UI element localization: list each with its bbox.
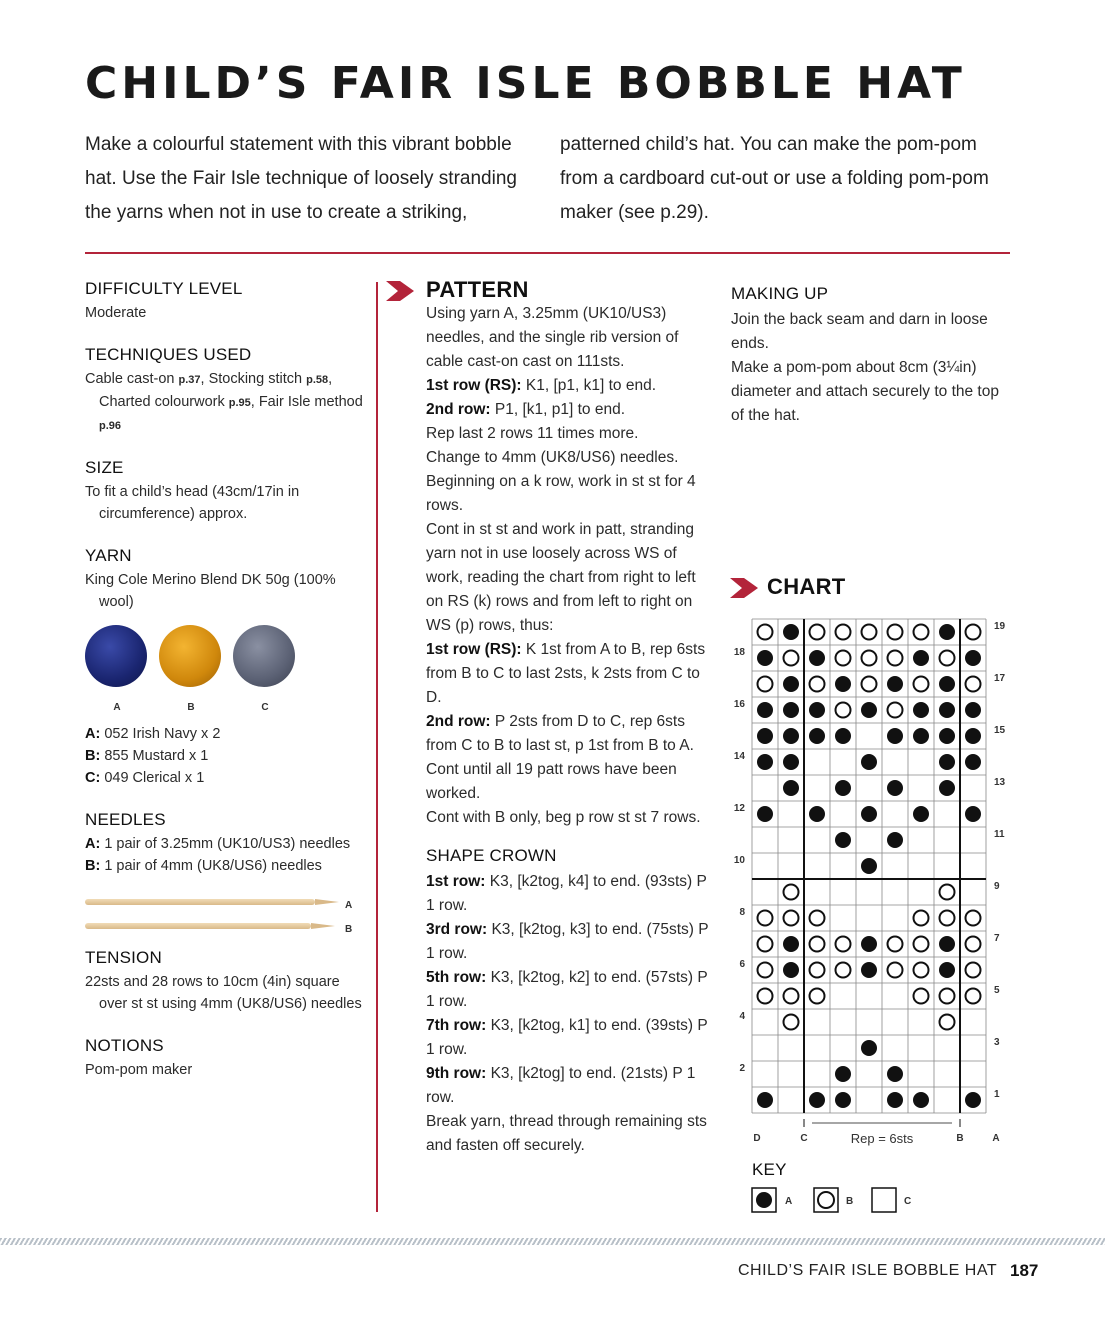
- pattern-row: [426, 966, 716, 1014]
- row-label: 1st row (RS):: [426, 641, 522, 658]
- chart-stitch-b: [940, 1015, 955, 1030]
- chart-stitch-b: [914, 937, 929, 952]
- page-ref: p.95: [228, 397, 251, 409]
- chart-stitch-b: [810, 911, 825, 926]
- yarn-ball-a: [85, 625, 149, 719]
- chart-label-c: C: [800, 1133, 808, 1144]
- row-instruction: P 2sts from D to C, rep 6sts from C to B to last st, p 1st from B to A.: [426, 713, 694, 754]
- yarn-desc: 049 Clerical x 1: [100, 770, 205, 786]
- chart-stitch-a: [783, 624, 799, 640]
- row-instruction: Rep last 2 rows 11 times more.: [426, 425, 639, 442]
- size-section: [85, 457, 370, 525]
- pattern-row: [426, 806, 716, 830]
- intro-divider: [85, 252, 1010, 254]
- chart-stitch-a: [783, 936, 799, 952]
- chart-stitch-b: [966, 963, 981, 978]
- chart-stitch-a: [835, 832, 851, 848]
- yarn-ball-label: C: [261, 702, 269, 713]
- chart-stitch-a: [887, 728, 903, 744]
- yarn-section: [85, 545, 370, 789]
- row-number-right: 9: [994, 881, 1000, 892]
- making-up-heading: MAKING UP: [731, 284, 829, 303]
- row-label: 9th row:: [426, 1065, 487, 1082]
- technique-text: , Stocking stitch: [200, 371, 307, 387]
- row-number-right: 5: [994, 985, 1000, 996]
- chart-stitch-a: [887, 1092, 903, 1108]
- row-instruction: K3, [k2tog, k1] to end. (39sts) P 1 row.: [426, 1017, 708, 1058]
- pattern-row: [426, 398, 716, 422]
- page-ref: p.58: [306, 374, 329, 386]
- notions-section: [85, 1035, 370, 1081]
- intro-left: Make a colourful statement with this vibrant bobble hat. Use the Fair Isle technique of loosely stranding the yarns when not in use to create a striking,: [85, 134, 517, 223]
- pattern-row: [426, 1110, 716, 1158]
- row-instruction: K3, [k2tog] to end. (21sts) P 1 row.: [426, 1065, 696, 1106]
- row-number-right: 15: [994, 725, 1006, 736]
- chart-stitch-a: [835, 676, 851, 692]
- yarn-balls: [85, 625, 370, 719]
- chart-stitch-a: [757, 702, 773, 718]
- techniques-heading: TECHNIQUES USED: [85, 345, 252, 364]
- row-label: 1st row:: [426, 873, 486, 890]
- chart-stitch-b: [784, 911, 799, 926]
- row-number-left: 14: [733, 751, 745, 762]
- chart-stitch-a: [757, 650, 773, 666]
- yarn-ball-icon: [233, 625, 295, 687]
- chart-stitch-b: [758, 937, 773, 952]
- footer-title: CHILD’S FAIR ISLE BOBBLE HAT: [738, 1262, 998, 1279]
- chart-stitch-b: [836, 963, 851, 978]
- row-label: 2nd row:: [426, 713, 491, 730]
- row-label: 1st row (RS):: [426, 377, 522, 394]
- chart-stitch-b: [888, 625, 903, 640]
- pattern-row: [426, 638, 716, 710]
- intro-right: patterned child’s hat. You can make the pom-pom from a cardboard cut-out or use a folding pom-pom maker (see p.29).: [560, 134, 989, 223]
- chart-stitch-b: [810, 625, 825, 640]
- difficulty-heading: DIFFICULTY LEVEL: [85, 279, 243, 298]
- chart-stitch-a: [913, 806, 929, 822]
- row-instruction: Change to 4mm (UK8/US6) needles.: [426, 449, 679, 466]
- chart-stitch-a: [861, 754, 877, 770]
- row-label: 2nd row:: [426, 401, 491, 418]
- chart-stitch-a: [939, 780, 955, 796]
- chart-stitch-b: [810, 677, 825, 692]
- chart-stitch-b: [888, 651, 903, 666]
- needle-icon: [85, 923, 311, 929]
- footer-divider: [0, 1238, 1105, 1245]
- chart-stitch-b: [758, 911, 773, 926]
- colourwork-chart: [725, 612, 1015, 1152]
- chart-stitch-a: [965, 702, 981, 718]
- chart-stitch-a: [913, 702, 929, 718]
- techniques-section: [85, 344, 370, 437]
- chart-stitch-a: [965, 754, 981, 770]
- chart-stitch-a: [757, 1092, 773, 1108]
- shape-crown-heading: SHAPE CROWN: [426, 846, 557, 865]
- making-up-column: [731, 282, 1001, 428]
- tension-heading: TENSION: [85, 948, 162, 967]
- chart-stitch-b: [914, 963, 929, 978]
- needles-illustration: [85, 891, 370, 939]
- pattern-row: [426, 422, 716, 446]
- chart-stitch-a: [939, 702, 955, 718]
- chart-stitch-a: [965, 728, 981, 744]
- chart-stitch-a: [783, 780, 799, 796]
- needle-line: [85, 855, 370, 877]
- chart-label-a: A: [992, 1133, 1000, 1144]
- chart-stitch-b: [914, 911, 929, 926]
- filled-dot-icon: [756, 1192, 772, 1208]
- pattern-row: [426, 374, 716, 398]
- chart-stitch-b: [862, 677, 877, 692]
- row-label: 3rd row:: [426, 921, 488, 938]
- tension-value: 22sts and 28 rows to 10cm (4in) square over st st using 4mm (UK8/US6) needles: [85, 974, 362, 1012]
- chart-stitch-b: [966, 625, 981, 640]
- column-divider: [376, 282, 378, 1212]
- pattern-row: [426, 518, 716, 638]
- page-title: CHILD’S FAIR ISLE BOBBLE HAT: [85, 58, 966, 109]
- pattern-intro: Using yarn A, 3.25mm (UK10/US3) needles, and the single rib version of cable cast-on cast on 111sts.: [426, 305, 679, 370]
- needles-section: [85, 809, 370, 939]
- chart-stitch-a: [757, 728, 773, 744]
- chart-stitch-a: [757, 806, 773, 822]
- page-number: 187: [1010, 1261, 1039, 1280]
- chart-stitch-a: [887, 780, 903, 796]
- chart-stitch-a: [783, 676, 799, 692]
- row-number-right: 11: [994, 829, 1005, 840]
- pattern-row: [426, 758, 716, 806]
- chart-stitch-b: [862, 651, 877, 666]
- row-number-left: 16: [733, 699, 745, 710]
- chart-stitch-a: [913, 650, 929, 666]
- difficulty-section: [85, 278, 370, 324]
- yarn-key: B:: [85, 748, 101, 764]
- chart-stitch-a: [809, 728, 825, 744]
- chart-stitch-b: [836, 937, 851, 952]
- chart-stitch-a: [939, 754, 955, 770]
- crown-rows: [426, 870, 716, 1158]
- row-instruction: K3, [k2tog, k4] to end. (93sts) P 1 row.: [426, 873, 707, 914]
- chart-label-d: D: [753, 1133, 761, 1144]
- chart-stitch-b: [784, 651, 799, 666]
- row-label: 5th row:: [426, 969, 487, 986]
- chart-stitch-b: [914, 989, 929, 1004]
- row-instruction: K3, [k2tog, k3] to end. (75sts) P 1 row.: [426, 921, 709, 962]
- chart-stitch-b: [888, 703, 903, 718]
- chart-stitch-b: [940, 911, 955, 926]
- chart-stitch-b: [836, 703, 851, 718]
- row-number-right: 1: [994, 1089, 1000, 1100]
- row-instruction: P1, [k1, p1] to end.: [490, 401, 626, 418]
- yarn-ball-c: [233, 625, 297, 719]
- needle-label: A: [345, 900, 353, 911]
- chevron-arrow-icon: [730, 578, 758, 598]
- row-instruction: K 1st from A to B, rep 6sts from B to C to last 2sts, k 2sts from C to D.: [426, 641, 706, 706]
- yarn-line: [85, 745, 370, 767]
- row-instruction: K3, [k2tog, k2] to end. (57sts) P 1 row.: [426, 969, 708, 1010]
- row-instruction: Break yarn, thread through remaining sts and fasten off securely.: [426, 1113, 707, 1154]
- chart-stitch-a: [939, 728, 955, 744]
- chart-heading: CHART: [767, 574, 846, 599]
- chart-stitch-b: [758, 625, 773, 640]
- yarn-ball-icon: [85, 625, 147, 687]
- needle-tip-icon: [315, 899, 339, 905]
- row-label: 7th row:: [426, 1017, 487, 1034]
- chart-stitch-a: [809, 702, 825, 718]
- chart-stitch-a: [861, 806, 877, 822]
- chart-stitch-b: [810, 989, 825, 1004]
- needle-icon: [85, 899, 315, 905]
- yarn-key: C:: [85, 770, 101, 786]
- row-number-left: 6: [739, 959, 745, 970]
- chart-stitch-a: [965, 650, 981, 666]
- row-number-right: 3: [994, 1037, 1000, 1048]
- chart-stitch-b: [914, 677, 929, 692]
- chart-label-b: B: [956, 1133, 964, 1144]
- chart-stitch-b: [810, 963, 825, 978]
- chart-stitch-a: [861, 1040, 877, 1056]
- row-number-left: 8: [739, 907, 745, 918]
- row-instruction: Cont in st st and work in patt, stranding yarn not in use loosely across WS of work, reading the chart from right to left on RS (k) rows and from left to right on WS (p) rows, thus:: [426, 521, 696, 634]
- chart-stitch-b: [940, 989, 955, 1004]
- chart-stitch-a: [835, 1092, 851, 1108]
- pattern-rows: [426, 374, 716, 830]
- row-number-right: 17: [994, 673, 1006, 684]
- chart-stitch-b: [966, 937, 981, 952]
- key-label: B: [846, 1196, 854, 1207]
- key-heading: KEY: [752, 1160, 787, 1179]
- key-label: C: [904, 1196, 912, 1207]
- chart-stitch-a: [783, 754, 799, 770]
- key-item-a: [752, 1188, 792, 1212]
- chart-stitch-a: [809, 806, 825, 822]
- chart-stitch-b: [966, 989, 981, 1004]
- row-instruction: Cont with B only, beg p row st st 7 rows.: [426, 809, 701, 826]
- chart-stitch-a: [887, 832, 903, 848]
- chart-stitch-a: [809, 650, 825, 666]
- row-number-right: 19: [994, 621, 1006, 632]
- yarn-line: [85, 767, 370, 789]
- tension-section: [85, 947, 370, 1015]
- chart-stitch-b: [940, 885, 955, 900]
- row-number-left: 10: [733, 855, 745, 866]
- yarn-value: King Cole Merino Blend DK 50g (100% wool): [85, 572, 336, 610]
- yarn-heading: YARN: [85, 546, 132, 565]
- key-item-c: [872, 1188, 911, 1212]
- pattern-row: [426, 870, 716, 918]
- chart-stitch-a: [861, 936, 877, 952]
- chart-stitch-b: [758, 989, 773, 1004]
- chart-stitch-a: [783, 702, 799, 718]
- page-ref: p.96: [99, 420, 122, 432]
- chart-stitch-b: [810, 937, 825, 952]
- chart-stitch-b: [836, 651, 851, 666]
- yarn-line: [85, 723, 370, 745]
- technique-text: Cable cast-on: [85, 371, 179, 387]
- chart-stitch-a: [783, 962, 799, 978]
- key-legend: [750, 1186, 930, 1214]
- chart-stitch-a: [939, 936, 955, 952]
- chart-stitch-a: [783, 728, 799, 744]
- chart-stitch-a: [965, 806, 981, 822]
- needle-desc: 1 pair of 4mm (UK8/US6) needles: [100, 858, 322, 874]
- row-number-left: 12: [733, 803, 745, 814]
- size-heading: SIZE: [85, 458, 124, 477]
- difficulty-value: Moderate: [85, 305, 147, 321]
- chart-stitch-a: [913, 728, 929, 744]
- chart-stitch-a: [835, 1066, 851, 1082]
- chart-stitch-a: [835, 728, 851, 744]
- yarn-desc: 855 Mustard x 1: [100, 748, 209, 764]
- chart-stitch-a: [887, 1066, 903, 1082]
- size-value: To fit a child’s head (43cm/17in in circumference) approx.: [85, 484, 300, 522]
- yarn-ball-label: A: [113, 702, 121, 713]
- row-number-right: 7: [994, 933, 1000, 944]
- needle-tip-icon: [311, 923, 335, 929]
- chart-stitch-b: [758, 677, 773, 692]
- open-circle-icon: [818, 1192, 834, 1208]
- row-number-left: 4: [739, 1011, 745, 1022]
- chart-stitch-b: [940, 651, 955, 666]
- needle-line: [85, 833, 370, 855]
- row-instruction: K1, [p1, k1] to end.: [521, 377, 657, 394]
- chart-stitch-b: [862, 625, 877, 640]
- chart-stitch-b: [836, 625, 851, 640]
- chart-stitch-a: [939, 624, 955, 640]
- pattern-row: [426, 1062, 716, 1110]
- yarn-ball-label: B: [187, 702, 195, 713]
- chart-stitch-b: [966, 677, 981, 692]
- making-up-para: Join the back seam and darn in loose ends.: [731, 311, 988, 352]
- needles-heading: NEEDLES: [85, 810, 166, 829]
- making-up-para: Make a pom-pom about 8cm (3¼in) diameter and attach securely to the top of the hat.: [731, 359, 999, 424]
- key-swatch: [872, 1188, 896, 1212]
- chart-stitch-b: [784, 1015, 799, 1030]
- pattern-column: [426, 278, 716, 1158]
- chart-stitch-a: [809, 1092, 825, 1108]
- row-instruction: Beginning on a k row, work in st st for 4 rows.: [426, 473, 696, 514]
- chart-stitch-a: [861, 962, 877, 978]
- chevron-arrow-icon: [386, 281, 414, 301]
- row-number-right: 13: [994, 777, 1006, 788]
- specs-column: [85, 278, 370, 1101]
- chart-stitch-b: [966, 911, 981, 926]
- chart-stitch-a: [887, 676, 903, 692]
- key-item-b: [814, 1188, 853, 1212]
- yarn-key: A:: [85, 726, 101, 742]
- pattern-row: [426, 446, 716, 470]
- yarn-ball-icon: [159, 625, 221, 687]
- chart-stitch-a: [913, 1092, 929, 1108]
- pattern-row: [426, 918, 716, 966]
- technique-text: , Charted colourwork: [99, 371, 333, 410]
- needle-key: A:: [85, 836, 101, 852]
- page-ref: p.37: [178, 374, 201, 386]
- yarn-ball-b: [159, 625, 223, 719]
- chart-stitch-b: [784, 989, 799, 1004]
- chart-stitch-a: [757, 754, 773, 770]
- notions-value: Pom-pom maker: [85, 1062, 193, 1078]
- key-label: A: [785, 1196, 793, 1207]
- pattern-heading: PATTERN: [426, 277, 529, 302]
- chart-stitch-a: [939, 962, 955, 978]
- row-number-left: 2: [739, 1063, 745, 1074]
- chart-stitch-b: [784, 885, 799, 900]
- chart-stitch-b: [758, 963, 773, 978]
- chart-stitch-b: [914, 625, 929, 640]
- chart-stitch-a: [861, 858, 877, 874]
- chart-stitch-b: [888, 963, 903, 978]
- pattern-row: [426, 1014, 716, 1062]
- needle-key: B:: [85, 858, 101, 874]
- row-number-left: 18: [733, 647, 745, 658]
- chart-stitch-a: [861, 702, 877, 718]
- chart-stitch-a: [939, 676, 955, 692]
- needle-desc: 1 pair of 3.25mm (UK10/US3) needles: [100, 836, 351, 852]
- needle-label: B: [345, 924, 353, 935]
- row-instruction: Cont until all 19 patt rows have been worked.: [426, 761, 677, 802]
- chart-stitch-a: [835, 780, 851, 796]
- repeat-label: Rep = 6sts: [850, 1131, 914, 1146]
- pattern-row: [426, 470, 716, 518]
- notions-heading: NOTIONS: [85, 1036, 164, 1055]
- chart-stitch-a: [965, 1092, 981, 1108]
- pattern-row: [426, 710, 716, 758]
- chart-stitch-b: [888, 937, 903, 952]
- technique-text: , Fair Isle method: [250, 394, 363, 410]
- yarn-desc: 052 Irish Navy x 2: [100, 726, 221, 742]
- techniques-list: [85, 368, 370, 437]
